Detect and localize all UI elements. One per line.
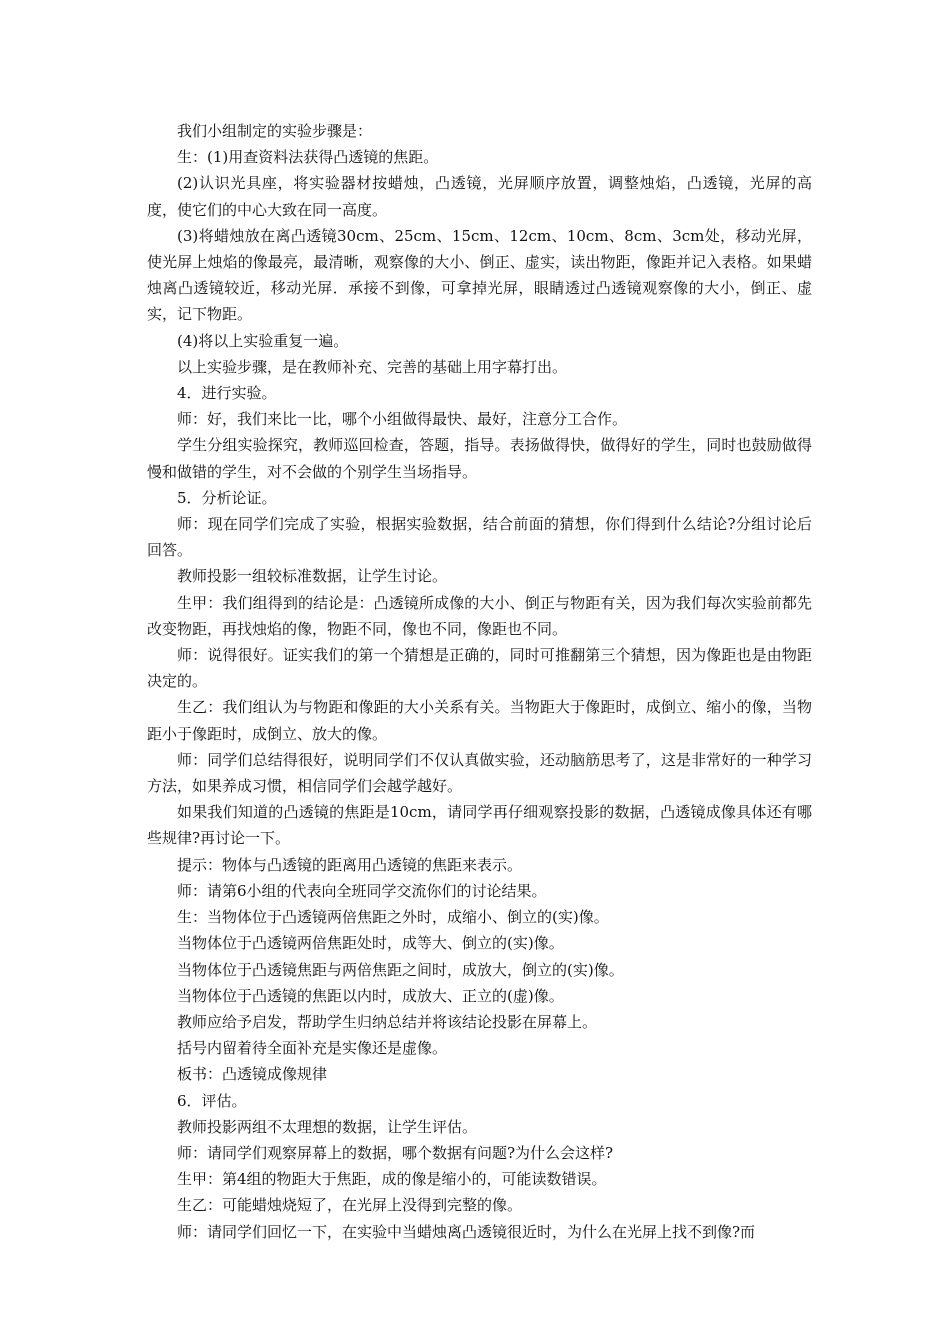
paragraph: 我们小组制定的实验步骤是： xyxy=(177,122,373,140)
paragraph: 板书：凸透镜成像规律 xyxy=(177,1065,328,1084)
paragraph: 师：请第6小组的代表向全班同学交流你们的讨论结果。 xyxy=(177,881,547,900)
paragraph: 生乙：可能蜡烛烧短了，在光屏上没得到完整的像。 xyxy=(177,1196,523,1215)
paragraph: 师：好，我们来比一比，哪个小组做得最快、最好，注意分工合作。 xyxy=(177,410,628,429)
paragraph: 当物体位于凸透镜的焦距以内时，成放大、正立的(虚)像。 xyxy=(177,986,564,1005)
paragraph: 提示：物体与凸透镜的距离用凸透镜的焦距来表示。 xyxy=(177,855,523,874)
paragraph: (2)认识光具座，将实验器材按蜡烛，凸透镜，光屏顺序放置，调整烛焰，凸透镜，光屏的高度，使它们的中心大致在同一高度。 xyxy=(147,174,812,219)
paragraph: (3)将蜡烛放在离凸透镜30cm、25cm、15cm、12cm、10cm、8cm、3cm处，移动光屏，使光屏上烛焰的像最亮，最清晰，观察像的大小、倒正、虚实，读出物距，像距并记入表格。如果蜡烛离凸透镜较近，移动光屏．承接不到像，可拿掉光屏，眼睛透过凸透镜观察像的大小，倒正、虚实，记下物距。 xyxy=(147,226,812,324)
paragraph: 生：当物体位于凸透镜两倍焦距之外时，成缩小、倒立的(实)像。 xyxy=(177,908,609,927)
section-heading: 5．分析论证。 xyxy=(177,488,277,507)
paragraph: 生甲：第4组的物距大于焦距，成的像是缩小的，可能读数错误。 xyxy=(177,1170,607,1189)
paragraph: 教师投影一组较标准数据，让学生讨论。 xyxy=(177,567,448,586)
paragraph: 师：同学们总结得很好，说明同学们不仅认真做实验，还动脑筋思考了，这是非常好的一种学习方法，如果养成习惯，相信同学们会越学越好。 xyxy=(147,750,812,796)
paragraph: 当物体位于凸透镜焦距与两倍焦距之间时，成放大，倒立的(实)像。 xyxy=(177,960,624,979)
paragraph: 教师应给予启发，帮助学生归纳总结并将该结论投影在屏幕上。 xyxy=(177,1012,598,1031)
paragraph: 师：现在同学们完成了实验，根据实验数据，结合前面的猜想，你们得到什么结论?分组讨论后回答。 xyxy=(147,515,812,560)
paragraph: 生：(1)用查资料法获得凸透镜的焦距。 xyxy=(177,148,439,167)
document-body xyxy=(147,118,812,1245)
paragraph: 师：请同学们回忆一下，在实验中当蜡烛离凸透镜很近时，为什么在光屏上找不到像?而 xyxy=(177,1222,756,1241)
paragraph: 当物体位于凸透镜两倍焦距处时，成等大、倒立的(实)像。 xyxy=(177,934,564,953)
paragraph: 如果我们知道的凸透镜的焦距是10cm，请同学再仔细观察投影的数据，凸透镜成像具体还有哪些规律?再讨论一下。 xyxy=(147,803,812,848)
paragraph: 生甲：我们组得到的结论是：凸透镜所成像的大小、倒正与物距有关，因为我们每次实验前都先改变物距，再找烛焰的像，物距不同，像也不同，像距也不同。 xyxy=(147,593,812,638)
paragraph: 师：请同学们观察屏幕上的数据，哪个数据有问题?为什么会这样? xyxy=(177,1143,614,1162)
paragraph: 生乙：我们组认为与物距和像距的大小关系有关。当物距大于像距时，成倒立、缩小的像，当物距小于像距时，成倒立、放大的像。 xyxy=(147,698,812,743)
paragraph: 学生分组实验探究，教师巡回检查，答题，指导。表扬做得快，做得好的学生，同时也鼓励做得慢和做错的学生，对不会做的个别学生当场指导。 xyxy=(147,436,812,481)
paragraph: 教师投影两组不太理想的数据，让学生评估。 xyxy=(177,1117,478,1136)
section-heading: 6．评估。 xyxy=(177,1091,247,1110)
paragraph: (4)将以上实验重复一遍。 xyxy=(177,331,349,350)
paragraph: 师：说得很好。证实我们的第一个猜想是正确的，同时可推翻第三个猜想，因为像距也是由物距决定的。 xyxy=(147,646,812,691)
paragraph: 括号内留着待全面补充是实像还是虚像。 xyxy=(177,1039,448,1058)
section-heading: 4．进行实验。 xyxy=(177,384,277,403)
paragraph: 以上实验步骤，是在教师补充、完善的基础上用字幕打出。 xyxy=(177,357,568,376)
